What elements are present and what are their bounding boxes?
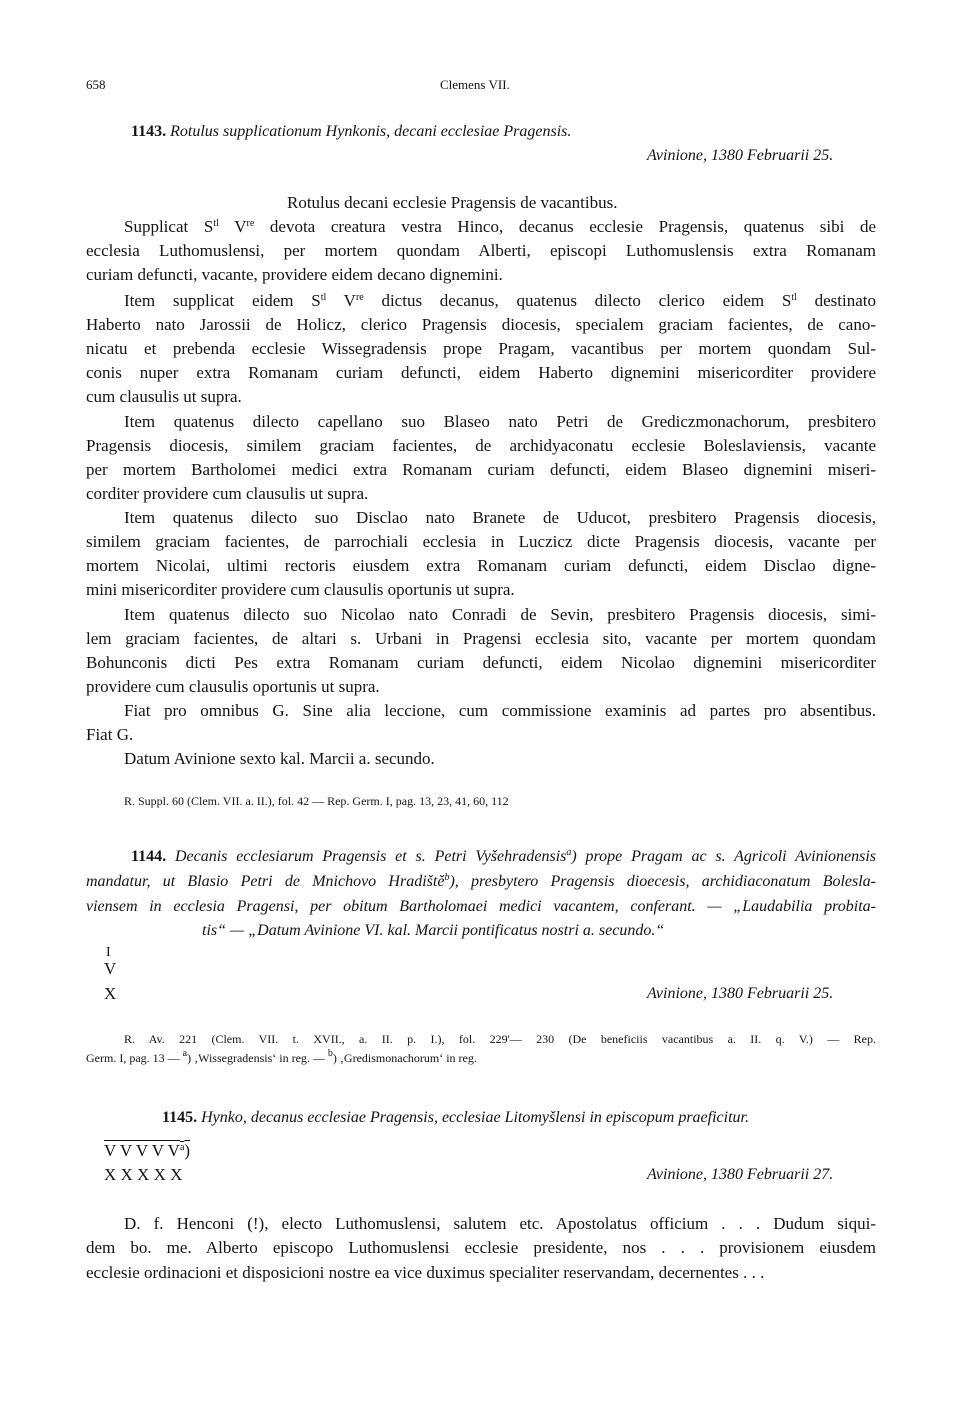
- fiat-line-1: Fiat pro omnibus G. Sine alia leccione, cum commissione examinis ad partes pro absentibus.: [124, 701, 876, 720]
- text-line-1: D. f. Henconi (!), electo Luthomuslensi, salutem etc. Apostolatus officium . . . Dudum siqui-: [124, 1214, 876, 1233]
- p2-line-5: cum clausulis ut supra.: [86, 387, 242, 406]
- p5-line-4: providere cum clausulis oportunis ut supra.: [86, 677, 380, 696]
- p1-line-1: Supplicat $S^{tl}$ Vre devota creatura vestra Hinco, decanus ecclesie Pragensis, quatenus sibi de: [124, 217, 876, 236]
- place-date: Avinione, 1380 Februarii 27.: [647, 1166, 834, 1183]
- p5-line-2: lem graciam facientes, de altari s. Urbani in Pragensi ecclesia sito, vacante per mortem quondam: [86, 629, 876, 648]
- entry-number: 1145.: [162, 1109, 198, 1126]
- rotulus-subtitle: Rotulus decani ecclesie Pragensis de vacantibus.: [287, 193, 618, 212]
- p5-line-3: Bohunconis dicti Pes extra Romanam curiam defuncti, eidem Nicolao dignemini misericorditer: [86, 653, 876, 672]
- p4-line-1: Item quatenus dilecto suo Disclao nato Branete de Uducot, presbitero Pragensis diocesis,: [124, 508, 876, 527]
- p3-line-4: corditer providere cum clausulis ut supra.: [86, 484, 369, 503]
- entry-1145-heading: [162, 1107, 749, 1129]
- datum-line: Datum Avinione sexto kal. Marcii a. secundo.: [124, 749, 435, 768]
- entry-1144-title-line-4: tis“ — „Datum Avinione VI. kal. Marcii pontificatus nostri a. secundo.“: [202, 922, 665, 939]
- source-line-2: Germ. I, pag. 13 — $^a$) ‚Wissegradensis‘ in reg. — $^b$) ‚Gredismonachorum‘ in reg.: [86, 1048, 477, 1065]
- entry-title: Hynko, decanus ecclesiae Pragensis, ecclesiae Litomyšlensi in episcopum praeficitur.: [201, 1109, 749, 1126]
- text-line-3: ecclesie ordinacioni et disposicioni nostre ea vice duximus specialiter reservandam, decernentes . . .: [86, 1263, 765, 1282]
- entry-1144-title-line-1: 1144. Decanis ecclesiarum Pragensis et s. Petri Vyšehradensis$^a$) prope Pragam ac s. Agricoli Avinionensis: [131, 847, 877, 865]
- fiat-line-2: Fiat G.: [86, 725, 134, 744]
- place-date: Avinione, 1380 Februarii 25.: [647, 147, 834, 164]
- register-mark-2: V: [104, 959, 117, 978]
- p2-line-2: Haberto nato Jarossii de Holicz, clerico Pragensis diocesis, specialem graciam facientes, de cano-: [86, 315, 876, 334]
- p3-line-2: Pragensis diocesis, similem graciam facientes, de archidyaconatu ecclesie Boleslaviensis, vacante: [86, 436, 876, 455]
- p4-line-2: similem graciam facientes, de parrochiali ecclesia in Luczicz dicte Pragensis diocesis, vacante per: [86, 532, 876, 551]
- source-line-1: R. Av. 221 (Clem. VII. t. XVII., a. II. p. I.), fol. 229'— 230 (De beneficiis vacantibus a. II. q. V.) — Rep.: [124, 1032, 876, 1046]
- p3-line-3: per mortem Bartholomei medici extra Romanam curiam defuncti, eidem Blaseo dignemini miseri-: [86, 460, 876, 479]
- place-date: Avinione, 1380 Februarii 25.: [647, 985, 834, 1002]
- p3-line-1: Item quatenus dilecto capellano suo Blaseo nato Petri de Grediczmonachorum, presbitero: [124, 412, 876, 431]
- p2-line-4: conis nuper extra Romanam curiam defuncti, eidem Haberto dignemini misericorditer providere: [86, 363, 876, 382]
- p2-line-3: nicatu et prebenda ecclesie Wissegradensis prope Pragam, vacantibus per mortem quondam Sul-: [86, 339, 876, 358]
- entry-1144-title-line-2: mandatur, ut Blasio Petri de Mnichovo Hradiště$^b$), presbytero Pragensis dioecesis, archidiaconatum Bolesla-: [86, 872, 877, 890]
- entry-1144-title-line-3: viensem in ecclesia Pragensi, per obitum Bartholomaei medici vacantem, conferant. — „Laudabilia probita-: [86, 898, 876, 915]
- p1-line-2: ecclesia Luthomuslensi, per mortem quondam Alberti, episcopi Luthomuslensis extra Romanam: [86, 241, 876, 260]
- entry-title: Rotulus supplicationum Hynkonis, decani ecclesiae Pragensis.: [170, 123, 572, 140]
- entry-number: 1143.: [131, 123, 167, 140]
- register-marks-line-1: V V V V $V^a$): [104, 1141, 191, 1160]
- running-title: Clemens VII.: [440, 77, 510, 92]
- source-reference: R. Suppl. 60 (Clem. VII. a. II.), fol. 42 — Rep. Germ. I, pag. 13, 23, 41, 60, 112: [124, 794, 509, 808]
- register-mark-3: X: [104, 984, 117, 1003]
- text-line-2: dem bo. me. Alberto episcopo Luthomuslensi ecclesie presidente, nos . . . provisionem eiusdem: [86, 1238, 876, 1257]
- entry-1143-heading: [131, 121, 571, 143]
- p4-line-3: mortem Nicolai, ultimi rectoris eiusdem extra Romanam curiam defuncti, eidem Disclao digne-: [86, 556, 876, 575]
- p1-line-3: curiam defuncti, vacante, providere eidem decano dignemini.: [86, 265, 503, 284]
- entry-number: 1144.: [131, 848, 167, 865]
- p5-line-1: Item quatenus dilecto suo Nicolao nato Conradi de Sevin, presbitero Pragensis diocesis, simi-: [124, 605, 876, 624]
- register-mark-1: I: [106, 945, 111, 960]
- page-number: 658: [86, 77, 106, 92]
- p4-line-4: mini misericorditer providere cum clausulis oportunis ut supra.: [86, 580, 515, 599]
- register-marks-line-2: X X X X X: [104, 1165, 183, 1184]
- p2-line-1: Item supplicat eidem $S^{tl}$ Vre dictus decanus, quatenus dilecto clerico eidem $S^{tl}$ destinato: [124, 291, 876, 310]
